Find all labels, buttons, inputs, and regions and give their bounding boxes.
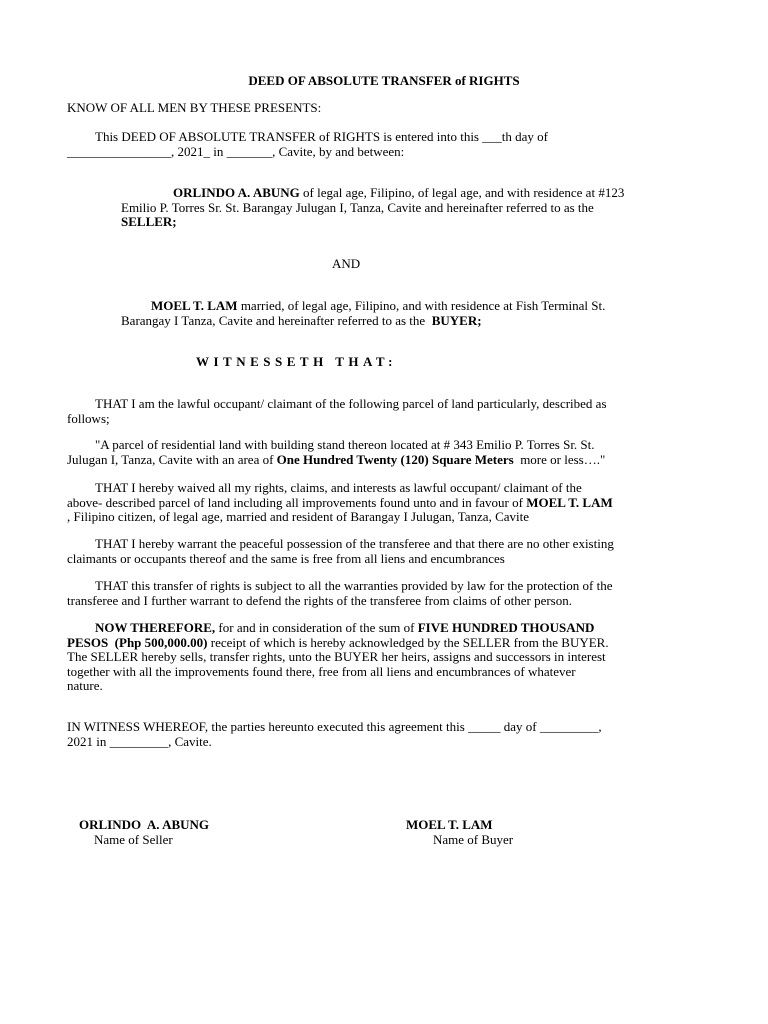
and-separator: AND xyxy=(332,256,361,271)
buyer-name-inline: MOEL T. LAM xyxy=(526,494,613,510)
paragraph-5-line-2: transferee and I further warrant to defend the rights of the transferee from claims of other person. xyxy=(67,592,572,608)
buyer-signature-name: MOEL T. LAM xyxy=(406,817,493,832)
paragraph-6 xyxy=(67,621,707,694)
land-area: One Hundred Twenty (120) Square Meters xyxy=(276,451,514,467)
buyer-signature-block xyxy=(406,818,513,847)
seller-clause-line-2: Emilio P. Torres Sr. St. Barangay Julugan I, Tanza, Cavite and hereinafter referred to as the xyxy=(121,199,594,215)
seller-signature-role: Name of Seller xyxy=(94,831,173,847)
seller-clause-line-1 xyxy=(121,186,691,201)
buyer-role-label: BUYER; xyxy=(431,312,482,328)
paragraph-5 xyxy=(67,579,707,608)
intro-line-1: This DEED OF ABSOLUTE TRANSFER of RIGHTS is entered into this ___th day of xyxy=(95,129,548,144)
buyer-clause-line-2 xyxy=(121,314,701,329)
seller-role-label: SELLER; xyxy=(121,214,177,229)
document-title: DEED OF ABSOLUTE TRANSFER of RIGHTS xyxy=(248,73,520,88)
buyer-signature-role: Name of Buyer xyxy=(433,831,514,847)
paragraph-6-line-3: The SELLER hereby sells, transfer rights, unto the BUYER her heirs, assigns and successors in interest xyxy=(67,649,606,664)
witnesseth-heading: WITNESSETH THAT: xyxy=(196,354,397,369)
paragraph-4 xyxy=(67,537,707,566)
paragraph-2-line-2 xyxy=(67,453,707,468)
paragraph-7-line-2: 2021 in _________, Cavite. xyxy=(67,733,212,749)
paragraph-7 xyxy=(67,720,707,749)
paragraph-5-line-1: THAT this transfer of rights is subject to all the warranties provided by law for the protection of the xyxy=(95,578,613,593)
paragraph-2-text-c: more or less…." xyxy=(513,451,606,467)
buyer-clause-text: married, of legal age, Filipino, and with residence at Fish Terminal St. xyxy=(237,298,606,313)
paragraph-3-line-3: , Filipino citizen, of legal age, married and resident of Barangay I Julugan, Tanza, Cavite xyxy=(67,509,530,524)
intro-paragraph xyxy=(67,130,707,159)
paragraph-4-line-2: claimants or occupants thereof and the same is free from all liens and encumbrances xyxy=(67,550,505,566)
paragraph-7-line-1: IN WITNESS WHEREOF, the parties hereunto executed this agreement this _____ day of _________, xyxy=(67,719,602,734)
buyer-name: MOEL T. LAM xyxy=(151,298,238,313)
paragraph-6-line-2 xyxy=(67,636,707,651)
amount-words: FIVE HUNDRED THOUSAND xyxy=(417,620,595,635)
intro-line-2: ________________, 2021_ in _______, Cavite, by and between: xyxy=(67,143,405,159)
seller-clause xyxy=(121,186,691,230)
paragraph-3 xyxy=(67,481,707,525)
paragraph-3-line-2 xyxy=(67,496,707,511)
paragraph-3-text-a: above- described parcel of land including all improvements found unto and in favour of xyxy=(67,494,527,510)
now-therefore: NOW THEREFORE, xyxy=(95,620,216,635)
buyer-clause xyxy=(121,299,701,328)
paragraph-2 xyxy=(67,438,707,467)
paragraph-1-line-1: THAT I am the lawful occupant/ claimant of the following parcel of land particularly, described as xyxy=(95,396,607,411)
seller-signature-block xyxy=(79,818,209,847)
paragraph-6-line-4: together with all the improvements found there, free from all liens and encumbrances of whatever xyxy=(67,663,576,679)
paragraph-6-line-1 xyxy=(67,621,707,636)
seller-signature-name: ORLINDO A. ABUNG xyxy=(79,817,210,832)
salutation: KNOW OF ALL MEN BY THESE PRESENTS: xyxy=(67,100,322,115)
paragraph-2-text-a: Julugan I, Tanza, Cavite with an area of xyxy=(67,451,277,467)
paragraph-3-line-1: THAT I hereby waived all my rights, claims, and interests as lawful occupant/ claimant of the xyxy=(95,480,582,495)
amount-figure: PESOS (Php 500,000.00) xyxy=(67,634,208,650)
buyer-clause-line-2-text: Barangay I Tanza, Cavite and hereinafter referred to as the xyxy=(121,312,432,328)
paragraph-1-line-2: follows; xyxy=(67,410,110,426)
paragraph-6-text-line-2: receipt of which is hereby acknowledged by the SELLER from the BUYER. xyxy=(207,634,609,650)
buyer-clause-line-1 xyxy=(121,299,701,314)
seller-role xyxy=(121,215,691,230)
paragraph-1 xyxy=(67,397,707,426)
paragraph-6-text-b: for and in consideration of the sum of xyxy=(215,620,418,635)
paragraph-6-line-5: nature. xyxy=(67,678,103,693)
seller-clause-text: of legal age, Filipino, of legal age, and with residence at #123 xyxy=(299,185,625,200)
seller-name: ORLINDO A. ABUNG xyxy=(173,185,300,200)
paragraph-2-line-1: "A parcel of residential land with building stand thereon located at # 343 Emilio P. Torres Sr. St. xyxy=(95,437,595,452)
paragraph-4-line-1: THAT I hereby warrant the peaceful possession of the transferee and that there are no other existing xyxy=(95,536,614,551)
